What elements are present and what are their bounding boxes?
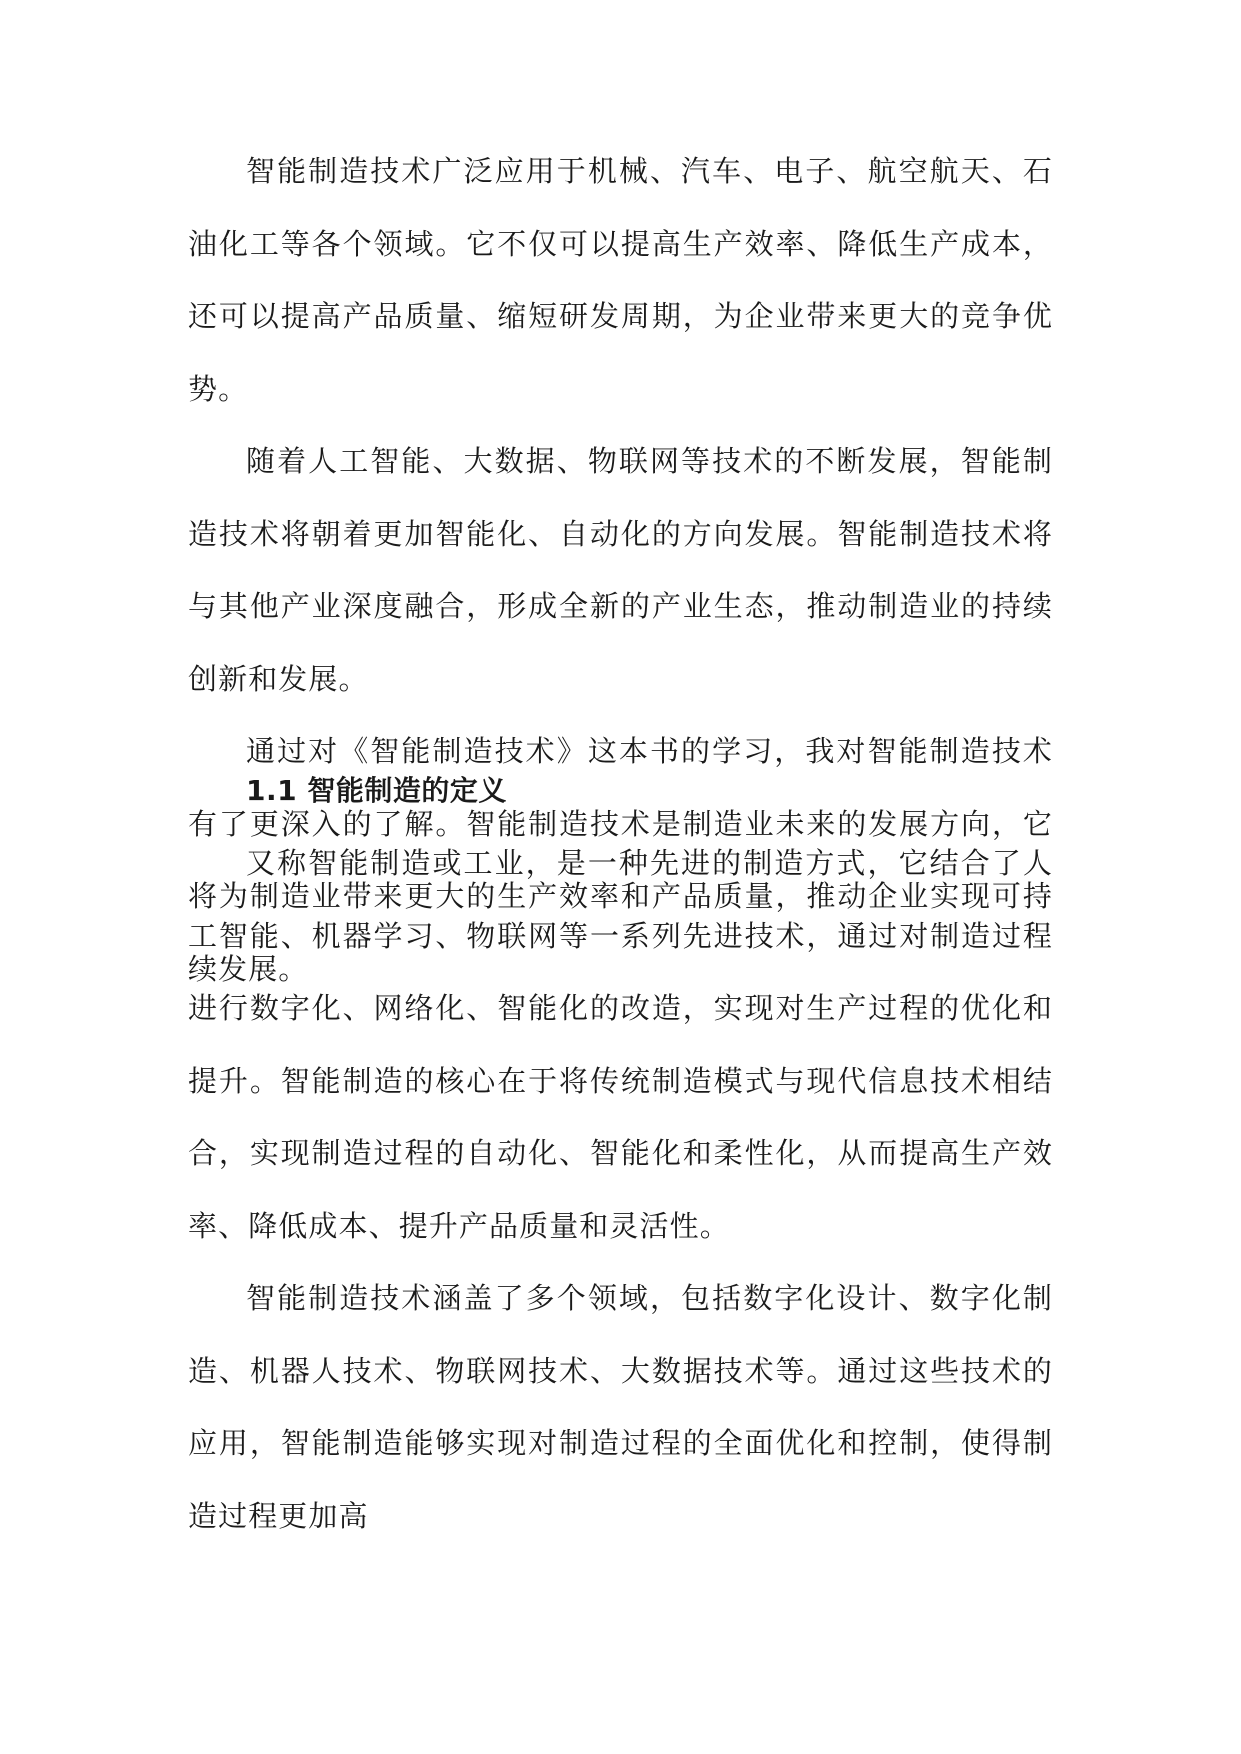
definition-paragraph: 又称智能制造或工业，是一种先进的制造方式，它结合了人工智能、机器学习、物联网等一系列先进技术，通过对制造过程进行数字化、网络化、智能化的改造，实现对生产过程的优化和提升。智能制造的核心在于将传统制造模式与现代信息技术相结合，实现制造过程的自动化、智能化和柔性化，从而提高生产效率、降低成本、提升产品质量和灵活性。 [188, 846, 1053, 1243]
intro-paragraph-study: 通过对《智能制造技术》这本书的学习，我对智能制造技术有了更深入的了解。智能制造技术是制造业未来的发展方向，它将为制造业带来更大的生产效率和产品质量，推动企业实现可持续发展。 [188, 734, 1053, 986]
section-heading: 1.1 智能制造的定义 [246, 774, 507, 807]
intro-paragraph-applications: 智能制造技术广泛应用于机械、汽车、电子、航空航天、石油化工等各个领域。它不仅可以提高生产效率、降低生产成本，还可以提高产品质量、缩短研发周期，为企业带来更大的竞争优势。 [188, 154, 1053, 406]
scope-paragraph: 智能制造技术涵盖了多个领域，包括数字化设计、数字化制造、机器人技术、物联网技术、大数据技术等。通过这些技术的应用，智能制造能够实现对制造过程的全面优化和控制，使得制造过程更加高 [188, 1281, 1053, 1533]
intro-paragraph-development: 随着人工智能、大数据、物联网等技术的不断发展，智能制造技术将朝着更加智能化、自动化的方向发展。智能制造技术将与其他产业深度融合，形成全新的产业生态，推动制造业的持续创新和发展。 [188, 444, 1053, 696]
definition-section [188, 755, 1053, 1552]
